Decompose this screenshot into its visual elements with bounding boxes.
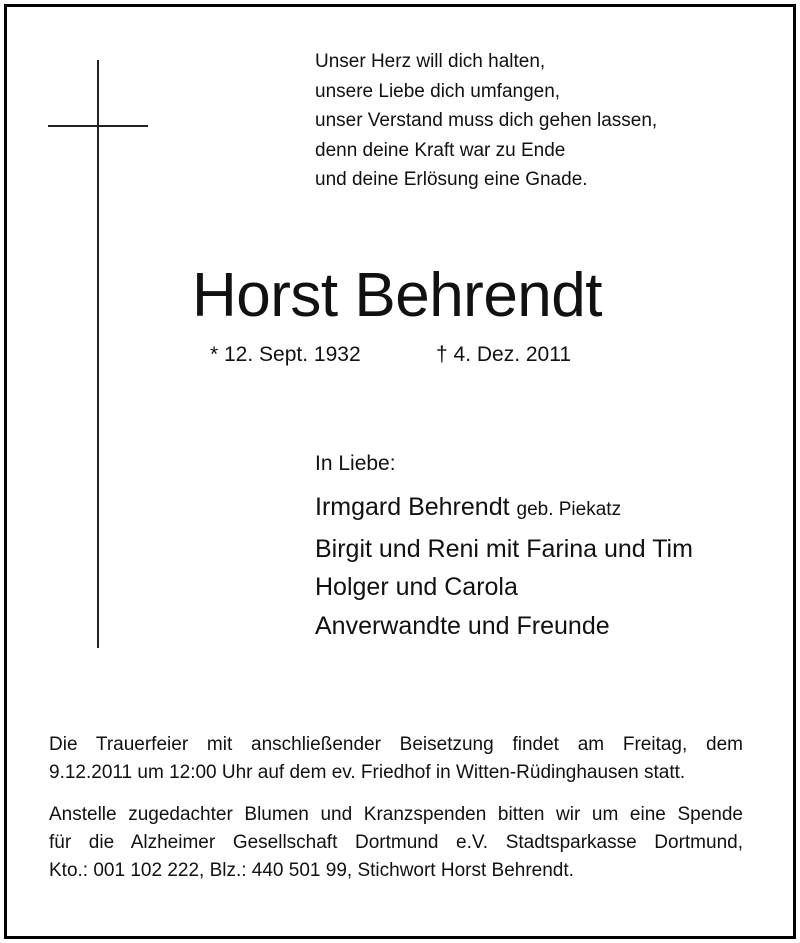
- spouse-maiden-name: geb. Piekatz: [516, 499, 622, 520]
- cross-horizontal-bar: [48, 125, 148, 127]
- birth-date: * 12. Sept. 1932: [210, 343, 361, 366]
- mourner-line: Holger und Carola: [315, 573, 518, 601]
- mourners-intro: In Liebe:: [315, 452, 396, 475]
- poem-line: denn deine Kraft war zu Ende: [315, 139, 566, 161]
- deceased-name: Horst Behrendt: [192, 261, 602, 330]
- poem-line: unsere Liebe dich umfangen,: [315, 80, 561, 102]
- spouse-name: Irmgard Behrendt: [315, 493, 510, 521]
- poem: [315, 47, 657, 195]
- donation-notice-line: Kto.: 001 102 222, Blz.: 440 501 99, Stichwort Horst Behrendt.: [49, 860, 574, 881]
- funeral-notice: [49, 731, 743, 787]
- mourner-line: Anverwandte und Freunde: [315, 611, 610, 640]
- mourner-spouse: [315, 488, 693, 530]
- mourners-list: [315, 488, 693, 645]
- cross-vertical-bar: [97, 60, 99, 648]
- donation-notice: [49, 801, 743, 885]
- poem-line: Unser Herz will dich halten,: [315, 51, 546, 72]
- funeral-notice-line: Die Trauerfeier mit anschließender Beisetzung findet am Freitag, dem: [49, 734, 743, 755]
- funeral-notice-line: 9.12.2011 um 12:00 Uhr auf dem ev. Friedhof in Witten-Rüdinghausen statt.: [49, 762, 686, 783]
- poem-line: unser Verstand muss dich gehen lassen,: [315, 110, 658, 131]
- donation-notice-line: Anstelle zugedachter Blumen und Kranzspenden bitten wir um eine Spende: [49, 804, 743, 825]
- death-date: † 4. Dez. 2011: [436, 343, 572, 366]
- mourner-line: Birgit und Reni mit Farina und Tim: [315, 534, 693, 563]
- poem-line: und deine Erlösung eine Gnade.: [315, 169, 588, 190]
- donation-notice-line: für die Alzheimer Gesellschaft Dortmund e.V. Stadtsparkasse Dortmund,: [49, 832, 743, 853]
